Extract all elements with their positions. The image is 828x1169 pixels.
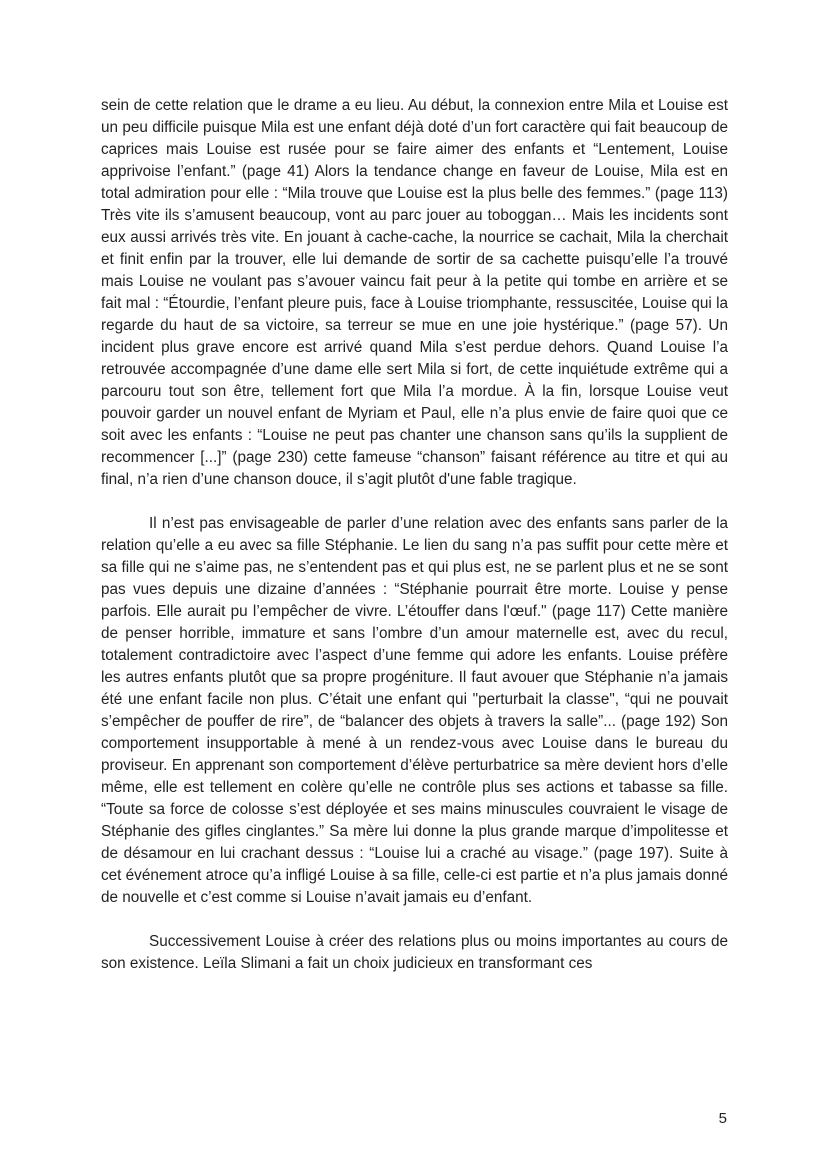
- paragraph-stephanie: Il n’est pas envisageable de parler d’une relation avec des enfants sans parler de la relation qu’elle a eu avec sa fille Stéphanie. Le lien du sang n’a pas suffit pour cette mère et sa fille qui ne s’aime pas, ne s’entendent pas et qui plus est, ne se parlent plus et ne se sont pas vues depuis une dizaine d’années : “Stéphanie pourrait être morte. Louise y pense parfois. Elle aurait pu l’empêcher de vivre. L’étouffer dans l'œuf." (page 117) Cette manière de penser horrible, immature et sans l’ombre d’un amour maternelle est, avec du recul, totalement contradictoire avec l’aspect d’une femme qui adore les enfants. Louise préfère les autres enfants plutôt que sa propre progéniture. Il faut avouer que Stéphanie n’a jamais été une enfant facile non plus. C’était une enfant qui "perturbait la classe", “qui ne pouvait s’empêcher de pouffer de rire”, de “balancer des objets à travers la salle”... (page 192) Son comportement insupportable à mené à un rendez-vous avec Louise dans le bureau du proviseur. En apprenant son comportement d’élève perturbatrice sa mère devient hors d’elle même, elle est tellement en colère qu’elle ne contrôle plus ses actions et tabasse sa fille. “Toute sa force de colosse s’est déployée et ses mains minuscules couvraient le visage de Stéphanie des gifles cinglantes.” Sa mère lui donne la plus grande marque d’impolitesse et de désamour en lui crachant dessus : “Louise lui a craché au visage.” (page 197). Suite à cet événement atroce qu’a infligé Louise à sa fille, celle-ci est partie et n’a plus jamais donné de nouvelle et c’est comme si Louise n’avait jamais eu d’enfant.: [101, 515, 728, 906]
- page-body: [101, 95, 728, 975]
- paragraph-mila: sein de cette relation que le drame a eu lieu. Au début, la connexion entre Mila et Louise est un peu difficile puisque Mila est une enfant déjà doté d’un fort caractère qui fait beaucoup de caprices mais Louise est rusée pour se faire aimer des enfants et “Lentement, Louise apprivoise l’enfant.” (page 41) Alors la tendance change en faveur de Louise, Mila est en total admiration pour elle : “Mila trouve que Louise est la plus belle des femmes.” (page 113) Très vite ils s’amusent beaucoup, vont au parc jouer au toboggan… Mais les incidents sont eux aussi arrivés très vite. En jouant à cache-cache, la nourrice se cachait, Mila la cherchait et finit enfin par la trouver, elle lui demande de sortir de sa cachette puisqu’elle l’a trouvé mais Louise ne voulant pas s’avouer vaincu fait peur à la petite qui tombe en arrière et se fait mal : “Étourdie, l’enfant pleure puis, face à Louise triomphante, ressuscitée, Louise qui la regarde du haut de sa victoire, sa terreur se mue en une joie hystérique.” (page 57). Un incident plus grave encore est arrivé quand Mila s’est perdue dehors. Quand Louise l’a retrouvée accompagnée d’une dame elle sert Mila si fort, de cette inquiétude extrême qui a parcouru tout son être, tellement fort que Mila l’a mordue. À la fin, lorsque Louise veut pouvoir garder un nouvel enfant de Myriam et Paul, elle n’a plus envie de faire quoi que ce soit avec les enfants : “Louise ne peut pas chanter une chanson sans qu’ils la supplient de recommencer [...]” (page 230) cette fameuse “chanson” faisant référence au titre et qui au final, n’a rien d’une chanson douce, il s’agit plutôt d'une fable tragique.: [101, 97, 728, 488]
- page-number: 5: [718, 1110, 727, 1127]
- paragraph-conclusion-start: Successivement Louise à créer des relations plus ou moins importantes au cours de son existence. Leïla Slimani a fait un choix judicieux en transformant ces: [101, 933, 728, 972]
